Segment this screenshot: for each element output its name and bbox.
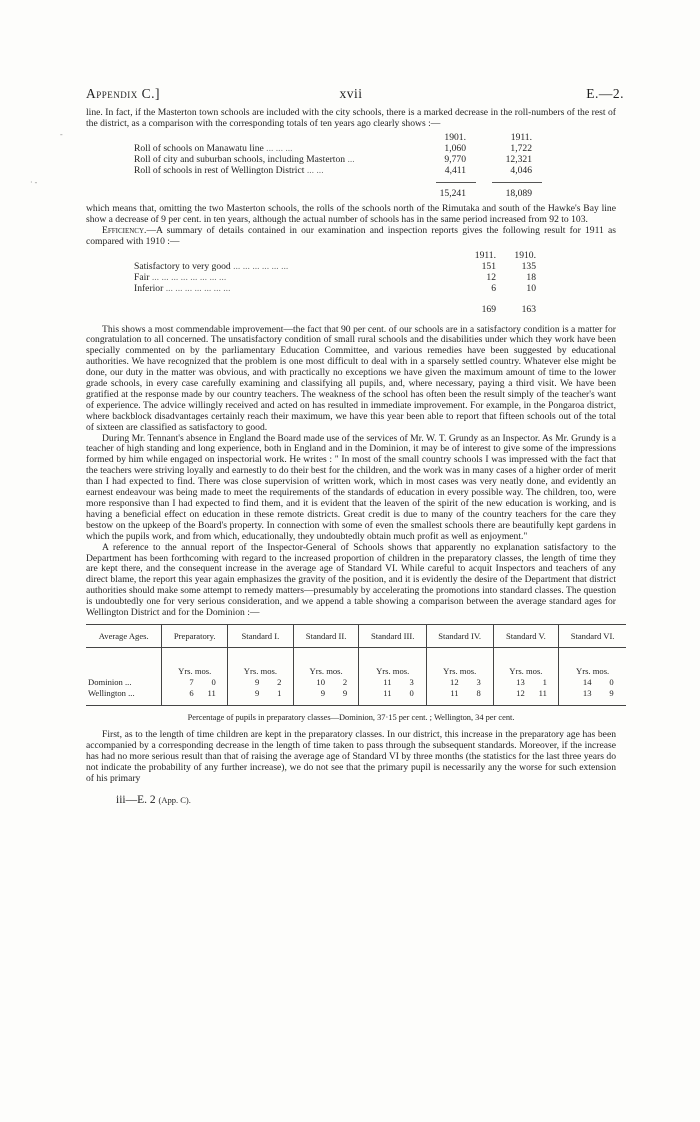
page-footer [86, 794, 616, 806]
ages-months: 0 [409, 687, 414, 698]
ages-row-dominion [86, 677, 626, 688]
rolls-row-label: Roll of schools on Manawatu line [134, 143, 264, 154]
rolls-row-1901: 9,770 [444, 153, 466, 165]
rolls-total-1901: 15,241 [439, 188, 466, 200]
efficiency-text: —A summary of details contained in our examination and inspection reports gives the following result for 1911 as compared with 1910 :— [86, 225, 616, 248]
ages-row-label: Wellington [88, 687, 126, 698]
leader-dots: ... ... ... ... ... ... [233, 261, 289, 272]
leader-dots: ... [125, 676, 132, 687]
ages-row-wellington [86, 688, 626, 706]
efficiency-row-1911: 151 [481, 260, 496, 272]
average-ages-table [86, 624, 626, 706]
ages-years: 11 [383, 687, 392, 698]
efficiency-heading: Efficiency. [102, 225, 147, 237]
ages-months: 11 [538, 687, 547, 698]
ages-header: Standard III. [359, 624, 426, 647]
table-caption: Percentage of pupils in preparatory classes—Dominion, 37·15 per cent. ; Wellington, 34 per cent. [187, 712, 515, 722]
ages-units-row [86, 647, 626, 677]
ages-months: 3 [409, 676, 414, 687]
efficiency-row [86, 284, 616, 295]
rolls-row-1911: 12,321 [505, 153, 532, 165]
ages-years: 13 [582, 687, 592, 698]
rolls-row [86, 155, 616, 166]
ages-units: Yrs. mos. [359, 647, 426, 677]
rolls-col-1901: 1901. [444, 131, 466, 143]
header-appendix: Appendix C.] [86, 86, 161, 101]
para-tennant: During Mr. Tennant's absence in England the Board made use of the services of Mr. W. T. Grundy as an Inspector. As Mr. Grundy is a teacher of high standing and long experience, both in England and in the Dominion, it may be of interest to give some of the impressions formed by him while engaged on inspectorial work. He writes : " In most of the small country schools I was impressed with the fact that the teachers were striving loyally and earnestly to do their best for the children, and the work was in many cases of a higher order of merit than I had expected to find. There was close supervision of written work, which in most cases was very neatly done, and evidently an earnest endeavour was being made to meet the requirements of the standards of education in every possible way. The children, too, were more responsive than I had expected to find them, and it is evident that the leaven of the spirit of the new education is working, and is having a beneficial effect on education in these remote districts. Great credit is due to many of the country teachers for the care they bestow on the upkeep of the Board's property. In connection with some of even the smallest schools there are beautifully kept gardens in which the pupils work, and from which, educationally, they undoubtedly obtain much profit as well as enjoyment." [86, 432, 616, 542]
total-rule [86, 179, 616, 183]
margin-mark: · - [30, 178, 38, 187]
efficiency-col-1911: 1911. [474, 249, 496, 261]
ages-units: Yrs. mos. [559, 647, 626, 677]
ages-units: Yrs. mos. [162, 647, 228, 677]
efficiency-total-row [86, 305, 616, 316]
leader-dots: ... [128, 687, 135, 698]
ages-header: Average Ages. [86, 624, 162, 647]
leader-dots: ... [347, 154, 355, 165]
footer-signature: iii—E. 2 [116, 793, 156, 806]
efficiency-col-1910: 1910. [514, 249, 536, 261]
ages-years: 9 [255, 687, 260, 698]
ages-months: 0 [609, 676, 614, 687]
efficiency-row-1911: 6 [491, 282, 496, 294]
rolls-row [86, 144, 616, 155]
ages-months: 8 [476, 687, 481, 698]
ages-months: 9 [342, 687, 348, 698]
efficiency-row [86, 262, 616, 273]
efficiency-row-1910: 18 [526, 271, 536, 283]
efficiency-row-label: Fair [134, 272, 150, 283]
rolls-col-1911: 1911. [510, 131, 532, 143]
ages-header: Standard VI. [559, 624, 626, 647]
ages-years: 12 [516, 687, 525, 698]
leader-dots: ... ... [306, 165, 324, 176]
ages-years: 9 [320, 687, 325, 698]
margin-mark: - [60, 130, 63, 139]
efficiency-row-label: Satisfactory to very good [134, 261, 231, 272]
ages-header: Preparatory. [162, 624, 228, 647]
ages-years: 9 [255, 676, 260, 687]
ages-header: Standard IV. [426, 624, 493, 647]
ages-years: 6 [189, 687, 194, 698]
efficiency-row-1910: 10 [526, 282, 536, 294]
ages-units: Yrs. mos. [493, 647, 559, 677]
header-page-number: xvii [339, 86, 363, 101]
para-first: First, as to the length of time children are kept in the preparatory classes. In our district, this increase in the preparatory age has been accompanied by a corresponding decrease in the length of time taken to pass through the subsequent standards. Moreover, if the increase has had no more serious result than that of raising the average age of Standard VI by three months (the statistics for the last three years do not indicate the probability of any further increase), we do not see that the primary pupil is necessarily any the worse for such extension of his primary [86, 728, 616, 784]
rolls-total-1911: 18,089 [505, 188, 532, 200]
footer-appendix: (App. C). [158, 794, 191, 805]
ages-months: 1 [277, 687, 282, 698]
ages-years: 7 [189, 676, 194, 687]
ages-units: Yrs. mos. [228, 647, 294, 677]
rolls-comparison-table [86, 133, 616, 201]
para-intro: line. In fact, if the Masterton town schools are included with the city schools, there is a marked decrease in the roll-numbers of the rest of the district, as a comparison with the corresponding totals of ten years ago clearly shows :— [86, 107, 616, 129]
efficiency-row [86, 273, 616, 284]
ages-units: Yrs. mos. [426, 647, 493, 677]
ages-years: 11 [450, 687, 459, 698]
para-efficiency [86, 226, 616, 248]
document-page [86, 86, 624, 806]
ages-years: 14 [582, 676, 592, 687]
para-commendable: This shows a most commendable improvement—the fact that 90 per cent. of our schools are in a satisfactory condition is a matter for congratulation to all concerned. The unsatisfactory condition of small rural schools and the disabilities under which they work have been specially commented on by the parliamentary Education Committee, and various remedies have been suggested by educational authorities. We have recognized that the problem is one most difficult to deal with in a sparsely settled country. Whatever else might be done, our duty in the matter was obvious, and with practically no exceptions we have given the maximum amount of time to the lower grade schools, in every case carefully examining and classifying all pupils, and, where necessary, paying a third visit. We have been gratified at the response made by our country teachers. The weakness of the school has often been the result simply of the teacher's want of experience. The advice willingly received and acted on has resulted in immediate improvement. For example, in the Pongaroa district, where backblock disadvantages certainly reach their maximum, we have this year been able to report that fifteen schools out of the total of sixteen are classified as satisfactory to good. [86, 323, 616, 433]
efficiency-row-1911: 12 [486, 271, 496, 283]
efficiency-table [86, 251, 616, 316]
rolls-row [86, 166, 616, 177]
ages-years: 13 [516, 676, 525, 687]
ages-months: 2 [277, 676, 282, 687]
ages-months: 11 [207, 687, 216, 698]
rolls-row-1911: 4,046 [510, 164, 532, 176]
header-report-code: E.—2. [586, 86, 624, 101]
efficiency-row-1910: 135 [521, 260, 536, 272]
ages-months: 0 [211, 676, 216, 687]
ages-months: 2 [342, 676, 348, 687]
page-header [86, 86, 624, 108]
ages-header-row [86, 624, 626, 647]
ages-units: Yrs. mos. [293, 647, 359, 677]
ages-months: 3 [476, 676, 481, 687]
efficiency-total-1910: 163 [521, 303, 536, 315]
ages-years: 10 [316, 676, 325, 687]
ages-header: Standard I. [228, 624, 294, 647]
rolls-row-1901: 4,411 [444, 164, 466, 176]
para-means: which means that, omitting the two Masterton schools, the rolls of the schools north of the Rimutaka and south of the Hawke's Bay line show a decrease of 9 per cent. in ten years, although the actual number of schools has in the same period increased from 92 to 103. [86, 203, 616, 226]
ages-header: Standard II. [293, 624, 359, 647]
ages-row-label: Dominion [88, 676, 123, 687]
rolls-row-label: Roll of schools in rest of Wellington District [134, 165, 305, 176]
ages-header: Standard V. [493, 624, 559, 647]
ages-years: 12 [450, 676, 459, 687]
leader-dots: ... ... ... ... ... ... ... ... [151, 272, 227, 283]
ages-years: 11 [383, 676, 392, 687]
rolls-row-1911: 1,722 [510, 142, 532, 154]
rolls-row-label: Roll of city and suburban schools, including Masterton [134, 154, 346, 165]
ages-months: 1 [542, 676, 547, 687]
ages-months: 9 [609, 687, 614, 698]
rolls-total-row [86, 189, 616, 200]
rolls-row-1901: 1,060 [444, 142, 466, 154]
efficiency-total-1911: 169 [481, 303, 496, 315]
leader-dots: ... ... ... ... ... ... ... [165, 283, 231, 294]
para-reference: A reference to the annual report of the Inspector-General of Schools shows that apparently no explanation satisfactory to the Department has been forthcoming with regard to the increased proportion of children in the preparatory classes, the length of time they are kept there, and the consequent increase in the average age of Standard VI. While careful to acquit Inspectors and teachers of any direct blame, the report this year again emphasizes the gravity of the position, and it is evidently the desire of the Department that district authorities should make some attempt to remedy matters—presumably by accelerating the promotions into standard classes. The question is undoubtedly one for very serious consideration, and we append a table showing a comparison between the average standard ages for Wellington District and for the Dominion :— [86, 541, 616, 619]
efficiency-row-label: Inferior [134, 283, 164, 294]
leader-dots: ... ... ... [266, 143, 293, 154]
